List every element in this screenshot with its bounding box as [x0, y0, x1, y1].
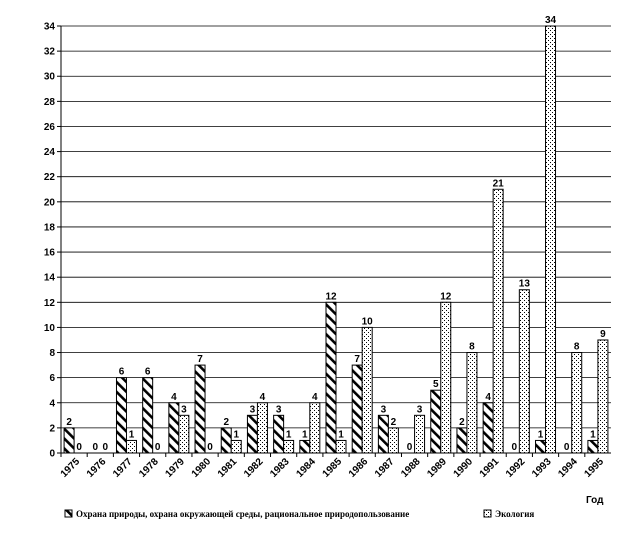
x-tick-label: 1990 — [451, 456, 476, 480]
x-tick-label: 1992 — [503, 456, 528, 480]
bar-series-1-1991 — [483, 403, 493, 453]
data-label-series-1-1993: 1 — [537, 429, 544, 441]
bar-series-1-1980 — [195, 365, 205, 453]
x-tick-label: 1975 — [58, 456, 83, 480]
data-label-series-2-1978: 0 — [154, 442, 161, 453]
x-tick-label: 1988 — [399, 456, 423, 480]
data-label-series-2-1994: 8 — [573, 341, 580, 353]
legend-swatch-series-2 — [484, 510, 491, 517]
x-tick-label: 1976 — [84, 456, 109, 480]
data-label-series-1-1990: 2 — [459, 416, 465, 428]
data-label-series-1-1977: 6 — [118, 366, 125, 378]
bar-series-1-1989 — [431, 390, 441, 453]
data-label-series-1-1983: 3 — [275, 404, 282, 416]
x-tick-labels — [59, 456, 607, 480]
bar-series-2-1987 — [388, 428, 398, 453]
bar-series-2-1992 — [519, 290, 529, 453]
data-label-series-1-1992: 0 — [511, 442, 518, 453]
bar-series-2-1979 — [179, 415, 189, 453]
bar-series-1-1977 — [116, 378, 126, 453]
legend — [65, 509, 534, 519]
bar-series-1-1990 — [457, 428, 467, 453]
data-label-series-1-1976: 0 — [92, 442, 99, 453]
data-label-series-1-1987: 3 — [380, 404, 387, 416]
y-tick-label: 24 — [43, 147, 55, 159]
bar-series-1-1983 — [274, 415, 284, 453]
bar-series-1-1982 — [247, 415, 257, 453]
bar-series-1-1978 — [143, 378, 153, 453]
data-label-series-1-1978: 6 — [144, 366, 151, 378]
x-tick-label: 1977 — [111, 456, 135, 480]
bar-series-2-1982 — [257, 403, 267, 453]
data-label-series-2-1980: 0 — [207, 442, 213, 453]
data-label-series-2-1986: 10 — [361, 316, 373, 328]
legend-label-series-2: Экология — [495, 509, 535, 519]
bar-series-2-1986 — [362, 327, 372, 453]
y-tick-label: 16 — [43, 247, 55, 259]
y-tick-label: 12 — [43, 297, 55, 309]
bar-series-2-1994 — [572, 353, 582, 453]
y-tick-label: 26 — [43, 121, 55, 133]
y-tick-label: 32 — [43, 46, 55, 58]
bar-series-2-1985 — [336, 440, 346, 453]
y-tick-label: 30 — [43, 71, 55, 83]
y-tick-labels — [44, 22, 56, 460]
data-label-series-2-1987: 2 — [390, 416, 397, 428]
data-label-series-2-1982: 4 — [259, 391, 266, 403]
data-label-series-1-1985: 12 — [325, 291, 337, 303]
bar-series-2-1993 — [546, 26, 556, 453]
x-tick-label: 1991 — [477, 456, 502, 480]
bar-series-1-1981 — [221, 428, 231, 453]
y-tick-label: 22 — [43, 172, 55, 184]
x-tick-label: 1994 — [556, 456, 580, 480]
x-tick-label: 1989 — [425, 456, 449, 480]
x-tick-label: 1981 — [215, 456, 240, 480]
data-label-series-2-1979: 3 — [181, 404, 187, 416]
bar-series-2-1991 — [493, 189, 503, 453]
data-label-series-2-1989: 12 — [440, 291, 452, 303]
y-tick-label: 2 — [49, 423, 55, 435]
data-label-series-2-1975: 0 — [76, 442, 82, 453]
bar-series-1-1995 — [588, 440, 598, 453]
bar-series-1-1979 — [169, 403, 179, 453]
bar-series-2-1983 — [284, 440, 294, 453]
data-label-series-2-1985: 1 — [338, 429, 344, 441]
x-tick-label: 1979 — [163, 456, 187, 480]
y-tick-label: 4 — [49, 398, 55, 410]
data-label-series-1-1994: 0 — [563, 442, 570, 453]
bar-series-1-1986 — [352, 365, 362, 453]
x-tick-label: 1983 — [268, 456, 292, 480]
y-tick-label: 20 — [43, 197, 55, 209]
data-label-series-2-1984: 4 — [312, 391, 318, 403]
x-tick-label: 1985 — [320, 456, 345, 480]
bar-series-2-1984 — [310, 403, 320, 453]
bar-series-1-1975 — [64, 428, 74, 453]
data-label-series-2-1993: 34 — [544, 15, 557, 26]
bars — [64, 26, 608, 453]
bar-series-1-1987 — [378, 415, 388, 453]
legend-label-series-1: Охрана природы, охрана окружающей среды, рациональное природопользование — [76, 509, 410, 519]
bar-series-2-1981 — [231, 440, 241, 453]
bar-series-1-1984 — [300, 440, 310, 453]
data-label-series-1-1984: 1 — [302, 429, 308, 441]
data-label-series-2-1983: 1 — [285, 429, 292, 441]
data-label-series-1-1989: 5 — [432, 379, 439, 391]
x-axis-label: Год — [586, 495, 604, 506]
y-tick-label: 18 — [43, 222, 55, 234]
data-label-series-2-1991: 21 — [492, 178, 504, 190]
x-tick-label: 1987 — [372, 456, 397, 480]
data-label-series-1-1995: 1 — [590, 429, 596, 441]
data-label-series-2-1990: 8 — [469, 341, 475, 353]
y-tick-label: 10 — [43, 322, 55, 334]
y-tick-label: 14 — [43, 272, 55, 284]
y-tick-label: 8 — [49, 348, 55, 360]
data-label-series-1-1981: 2 — [223, 416, 230, 428]
data-label-series-2-1977: 1 — [128, 429, 135, 441]
bar-series-2-1988 — [415, 415, 425, 453]
data-label-series-1-1980: 7 — [197, 354, 203, 366]
data-label-series-1-1988: 0 — [406, 442, 413, 453]
data-label-series-1-1991: 4 — [485, 391, 491, 403]
bar-series-1-1993 — [536, 440, 546, 453]
y-tick-label: 28 — [43, 96, 55, 108]
x-tick-label: 1984 — [294, 456, 318, 480]
bar-series-1-1985 — [326, 302, 336, 453]
y-tick-label: 0 — [49, 448, 55, 460]
x-tick-label: 1980 — [189, 456, 214, 480]
data-label-series-2-1992: 13 — [518, 278, 530, 290]
y-tick-label: 6 — [49, 373, 55, 385]
data-label-series-1-1982: 3 — [249, 404, 256, 416]
x-tick-label: 1978 — [137, 456, 161, 480]
legend-swatch-series-1 — [65, 510, 72, 517]
data-label-series-2-1988: 3 — [416, 404, 423, 416]
x-tick-label: 1986 — [346, 456, 371, 480]
data-label-series-2-1981: 1 — [233, 429, 240, 441]
bar-series-2-1977 — [126, 440, 136, 453]
x-tick-label: 1993 — [530, 456, 554, 480]
x-tick-label: 1982 — [242, 456, 266, 480]
data-label-series-2-1995: 9 — [600, 328, 606, 340]
x-tick-label: 1995 — [582, 456, 607, 480]
y-tick-label: 34 — [43, 21, 55, 33]
bar-series-2-1995 — [598, 340, 608, 453]
bar-series-2-1989 — [441, 302, 451, 453]
data-label-series-2-1976: 0 — [102, 442, 109, 453]
bar-series-2-1990 — [467, 353, 477, 453]
data-label-series-1-1979: 4 — [171, 391, 177, 403]
data-label-series-1-1986: 7 — [354, 354, 360, 366]
data-label-series-1-1975: 2 — [66, 416, 72, 428]
